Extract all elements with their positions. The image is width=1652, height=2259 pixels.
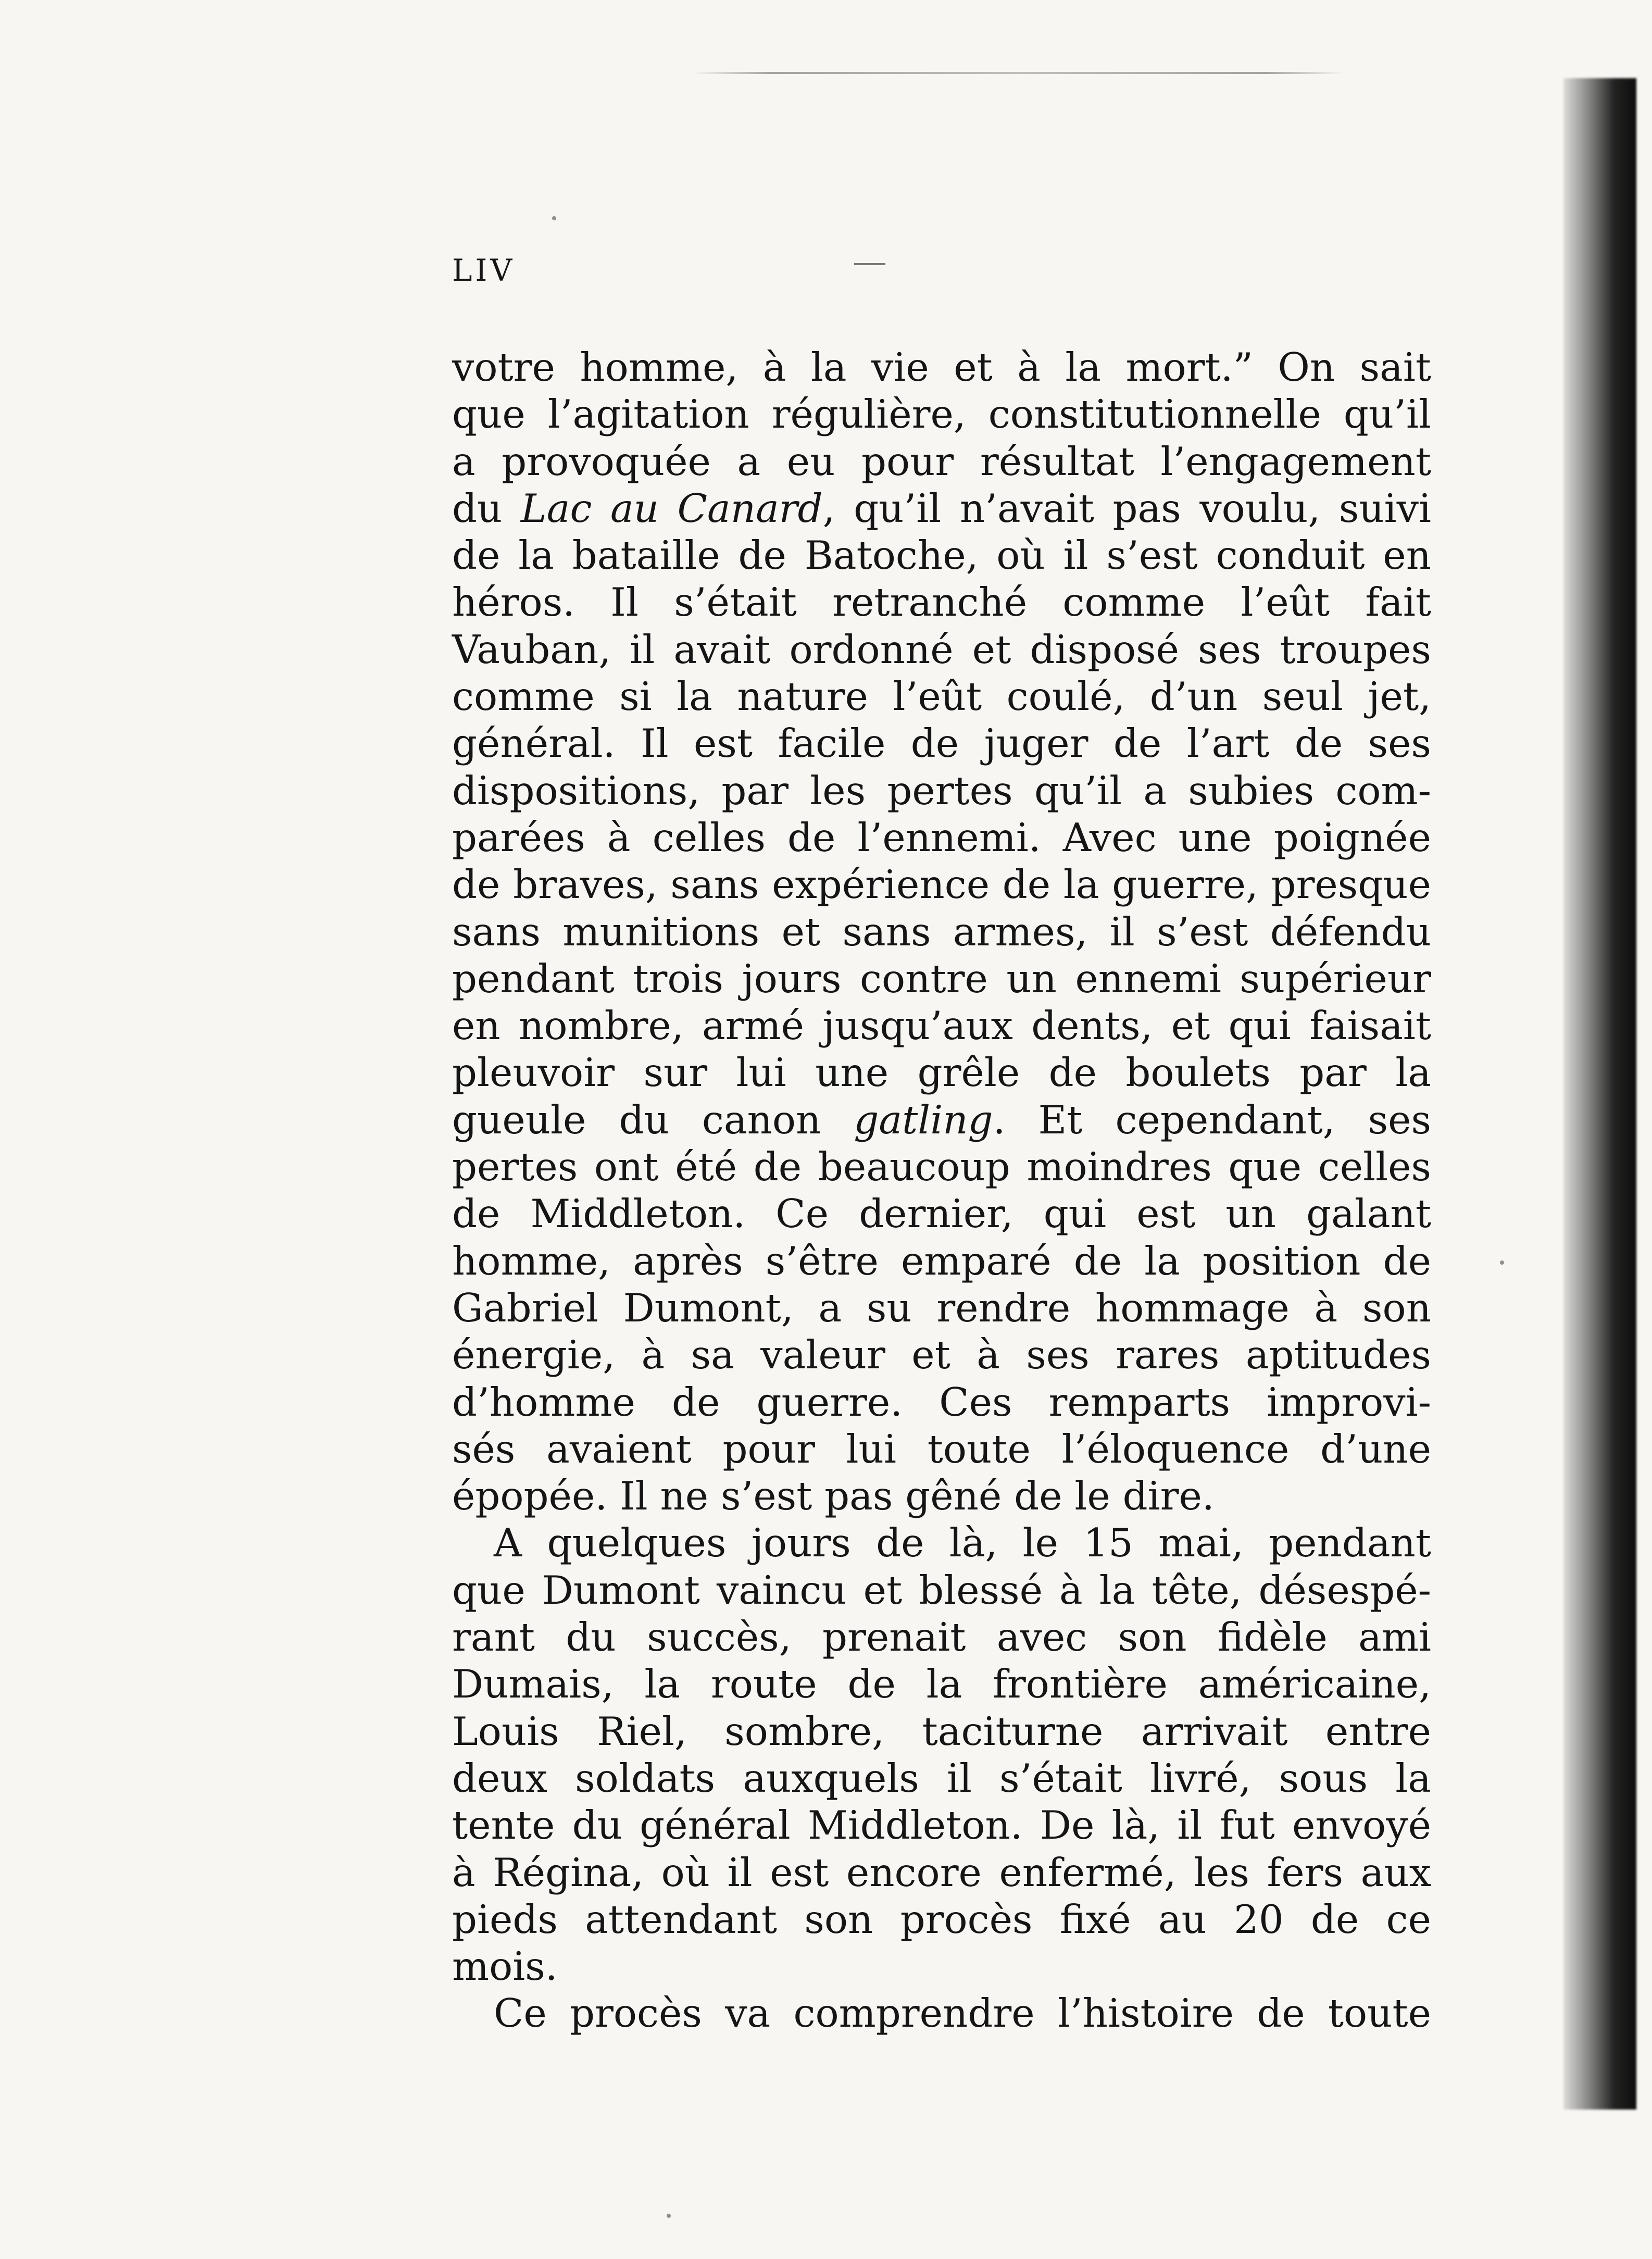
text-line: de braves, sans expérience de la guerre, presque — [452, 862, 1431, 908]
text-line: de Middleton. Ce dernier, qui est un galant — [452, 1191, 1431, 1237]
text-line: Vauban, il avait ordonné et disposé ses troupes — [452, 626, 1431, 672]
text-line: pleuvoir sur lui une grêle de boulets par la — [452, 1050, 1431, 1096]
text-line: Ce procès va comprendre l’histoire de toute — [494, 1990, 1431, 2037]
text-line: que Dumont vaincu et blessé à la tête, désespé- — [452, 1567, 1431, 1613]
speck — [1500, 1260, 1504, 1265]
text-line: mois. — [452, 1943, 558, 1990]
text-line: pertes ont été de beaucoup moindres que celles — [452, 1144, 1431, 1190]
italic-run: gatling — [854, 1096, 993, 1143]
text-line: tente du général Middleton. De là, il fut envoyé — [452, 1802, 1431, 1849]
text-run: du — [452, 485, 521, 531]
text-line: sans munitions et sans armes, il s’est défendu — [452, 908, 1431, 955]
text-line: dispositions, par les pertes qu’il a subies com- — [452, 767, 1431, 814]
speck — [667, 2214, 671, 2218]
text-line: parées à celles de l’ennemi. Avec une poignée — [452, 814, 1431, 860]
text-line: sés avaient pour lui toute l’éloquence d’une — [452, 1426, 1431, 1472]
text-line: de la bataille de Batoche, où il s’est conduit en — [452, 532, 1431, 579]
text-line — [452, 1096, 1431, 1143]
text-line: a provoquée a eu pour résultat l’engagement — [452, 438, 1431, 484]
text-line: rant du succès, prenait avec son fidèle ami — [452, 1614, 1431, 1661]
body-text — [452, 344, 1431, 2037]
text-line: épopée. Il ne s’est pas gêné de le dire. — [452, 1473, 1215, 1519]
header-rule — [693, 72, 1344, 74]
text-run: , qu’il n’avait pas voulu, suivi — [822, 485, 1432, 531]
text-line: en nombre, armé jusqu’aux dents, et qui faisait — [452, 1003, 1431, 1049]
text-line: d’homme de guerre. Ces remparts improvi- — [452, 1379, 1431, 1425]
page-folio: LIV — [452, 253, 516, 288]
text-line: énergie, à sa valeur et à ses rares aptitudes — [452, 1332, 1431, 1378]
text-line: pieds attendant son procès fixé au 20 de ce — [452, 1896, 1431, 1942]
text-line: pendant trois jours contre un ennemi supérieur — [452, 955, 1431, 1002]
text-line: votre homme, à la vie et à la mort.” On sait — [452, 344, 1431, 390]
text-line: homme, après s’être emparé de la position de — [452, 1238, 1431, 1284]
text-line: comme si la nature l’eût coulé, d’un seul jet, — [452, 673, 1431, 720]
text-line: deux soldats auxquels il s’était livré, sous la — [452, 1755, 1431, 1801]
text-line — [452, 485, 1431, 532]
text-line: Louis Riel, sombre, taciturne arrivait entre — [452, 1708, 1431, 1754]
text-line: héros. Il s’était retranché comme l’eût fait — [452, 579, 1431, 626]
book-spine-shadow — [1563, 78, 1636, 2110]
text-line: général. Il est facile de juger de l’art de ses — [452, 720, 1431, 767]
text-line: Dumais, la route de la frontière américaine, — [452, 1661, 1431, 1707]
dash-mark — [854, 263, 885, 265]
text-run: gueule du canon — [452, 1096, 854, 1143]
text-run: . Et cependant, ses — [993, 1096, 1431, 1143]
text-line: que l’agitation régulière, constitutionnelle qu’il — [452, 391, 1431, 438]
text-line: Gabriel Dumont, a su rendre hommage à son — [452, 1284, 1431, 1331]
text-line: A quelques jours de là, le 15 mai, pendant — [494, 1520, 1431, 1566]
italic-run: Lac au Canard — [520, 485, 823, 531]
text-line: à Régina, où il est encore enfermé, les fers aux — [452, 1849, 1431, 1895]
speck — [552, 216, 556, 220]
